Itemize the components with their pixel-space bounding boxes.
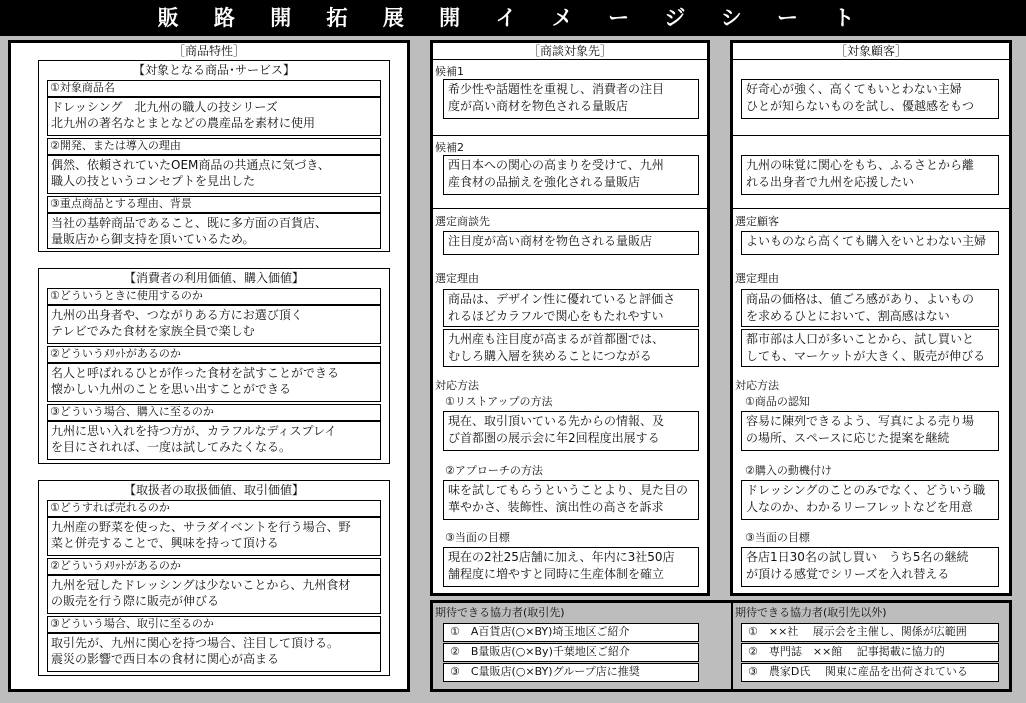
candidate-2-label: 候補2 bbox=[435, 141, 464, 154]
question-label: ①対象商品名 bbox=[47, 80, 381, 97]
cooperator-row: ③ 農家D氏 関東に産品を出荷されている bbox=[741, 663, 999, 682]
divider bbox=[733, 208, 1009, 209]
method-2-box: ドレッシングのことのみでなく、どういう職 人なのか、わかるリーフレットなどを用意 bbox=[741, 480, 999, 520]
cooperators-others bbox=[731, 603, 1009, 689]
reason-box-1: 商品は、デザイン性に優れていると評価さ れるほどカラフルで関心をもたれやすい bbox=[443, 289, 699, 327]
method-3-label: ③当面の目標 bbox=[745, 531, 810, 544]
method-1-box: 現在、取引頂いている先からの情報、及 び首都圏の展示会に年2回程度出展する bbox=[443, 411, 699, 451]
reason-box-2: 都市部は人口が多いことから、試し買いと しても、マーケットが大きく、販売が伸びる bbox=[741, 329, 999, 367]
answer-box: 九州の出身者や、つながりある方にお選び頂く テレビでみた食材を家族全員で楽しむ bbox=[47, 305, 381, 344]
question-label: ②どういうﾒﾘｯﾄがあるのか bbox=[47, 558, 381, 575]
question-label: ②どういうﾒﾘｯﾄがあるのか bbox=[47, 346, 381, 363]
product-group bbox=[38, 60, 390, 252]
answer-box: 取引先が、九州に関心を持つ場合、注目して頂ける。 震災の影響で西日本の食材に関心が高まる bbox=[47, 633, 381, 672]
answer-box: ドレッシング 北九州の職人の技シリーズ 北九州の著名なとまとなどの農産品を素材に使用 bbox=[47, 97, 381, 136]
handler-value-group bbox=[38, 480, 390, 676]
method-2-label: ②アプローチの方法 bbox=[445, 464, 543, 477]
answer-box: 九州に思い入れを持つ方が、カラフルなディスプレイ を目にされれば、一度は試してみたくなる。 bbox=[47, 421, 381, 460]
method-1-box: 容易に陳列できるよう、写真による売り場 の場所、スペースに応じた提案を継続 bbox=[741, 411, 999, 451]
question-label: ③重点商品とする理由、背景 bbox=[47, 196, 381, 213]
target-customer-panel bbox=[730, 40, 1012, 596]
cooperator-row: ② B量販店(○×By)千葉地区ご紹介 bbox=[443, 643, 699, 662]
cooperators-panel bbox=[430, 600, 1012, 692]
group-title: 【消費者の利用価値、購入価値】 bbox=[123, 271, 304, 285]
method-3-box: 現在の2社25店舗に加え、年内に3社50店 舗程度に増やすと同時に生産体制を確立 bbox=[443, 547, 699, 587]
question-label: ①どうすれば売れるのか bbox=[47, 500, 381, 517]
method-1-label: ①リストアップの方法 bbox=[445, 395, 553, 408]
candidate-1-box: 希少性や話題性を重視し、消費者の注目 度が高い商材を物色される量販店 bbox=[443, 79, 699, 119]
group-title: 【取扱者の取扱価値、取引価値】 bbox=[123, 483, 304, 497]
cooperator-row: ② 専門誌 ××館 記事掲載に協力的 bbox=[741, 643, 999, 662]
method-2-box: 味を試してもらうということより、見た目の 華やかさ、装飾性、演出性の高さを訴求 bbox=[443, 480, 699, 520]
cooperators-others-title: 期待できる協力者(取引先以外) bbox=[735, 606, 887, 619]
selected-label: 選定顧客 bbox=[735, 215, 779, 228]
consumer-value-group bbox=[38, 268, 390, 464]
method-label: 対応方法 bbox=[735, 379, 779, 392]
answer-box: 名人と呼ばれるひとが作った食材を試すことができる 懐かしい九州のことを思い出すことができる bbox=[47, 363, 381, 402]
method-1-label: ①商品の認知 bbox=[745, 395, 810, 408]
answer-box: 九州産の野菜を使った、サラダイベントを行う場合、野 菜と併売することで、興味を持って頂ける bbox=[47, 517, 381, 556]
reason-label: 選定理由 bbox=[735, 272, 779, 285]
selected-box: 注目度が高い商材を物色される量販店 bbox=[443, 231, 699, 255]
panel-heading: ［商品特性］ bbox=[172, 44, 245, 58]
reason-label: 選定理由 bbox=[435, 272, 479, 285]
group-title: 【対象となる商品･サービス】 bbox=[132, 63, 295, 77]
cooperator-row: ③ C量販店(○×BY)グループ店に推奨 bbox=[443, 663, 699, 682]
divider bbox=[433, 208, 707, 209]
cooperators-clients bbox=[433, 603, 711, 689]
cooperator-row: ① A百貨店(○×BY)埼玉地区ご紹介 bbox=[443, 623, 699, 642]
candidate-2-box: 西日本への関心の高まりを受けて、九州 産食材の品揃えを強化される量販店 bbox=[443, 155, 699, 195]
method-label: 対応方法 bbox=[435, 379, 479, 392]
page-title: 販 路 開 拓 展 開 イ メ ー ジ シ ー ト bbox=[0, 0, 1026, 36]
reason-box-2: 九州産も注目度が高まるが首都圏では、 むしろ購入層を狭めることにつながる bbox=[443, 329, 699, 367]
question-label: ③どういう場合、購入に至るのか bbox=[47, 404, 381, 421]
selected-label: 選定商談先 bbox=[435, 215, 490, 228]
question-label: ①どういうときに使用するのか bbox=[47, 288, 381, 305]
panel-heading: ［対象顧客］ bbox=[733, 43, 1009, 60]
panel-heading: ［商談対象先］ bbox=[433, 43, 707, 60]
answer-box: 九州を冠したドレッシングは少ないことから、九州食材 の販売を行う際に販売が伸びる bbox=[47, 575, 381, 614]
business-target-panel bbox=[430, 40, 710, 596]
candidate-2-box: 九州の味覚に関心をもち、ふるさとから離 れる出身者で九州を応援したい bbox=[741, 155, 999, 195]
cooperators-clients-title: 期待できる協力者(取引先) bbox=[435, 606, 565, 619]
cooperator-row: ① ××社 展示会を主催し、関係が広範囲 bbox=[741, 623, 999, 642]
question-label: ②開発、または導入の理由 bbox=[47, 138, 381, 155]
divider bbox=[733, 135, 1009, 136]
question-label: ③どういう場合、取引に至るのか bbox=[47, 616, 381, 633]
answer-box: 当社の基幹商品であること、既に多方面の百貨店、 量販店から御支持を頂いているため。 bbox=[47, 213, 381, 249]
method-3-box: 各店1日30名の試し買い うち5名の継続 が頂ける感覚でシリーズを入れ替える bbox=[741, 547, 999, 587]
selected-box: よいものなら高くても購入をいとわない主婦 bbox=[741, 231, 999, 255]
divider bbox=[433, 135, 707, 136]
answer-box: 偶然、依頼されていたOEM商品の共通点に気づき、 職人の技というコンセプトを見出した bbox=[47, 155, 381, 194]
method-3-label: ③当面の目標 bbox=[445, 531, 510, 544]
product-characteristics-panel bbox=[8, 40, 410, 692]
reason-box-1: 商品の価格は、値ごろ感があり、よいもの を求めるひとにおいて、割高感はない bbox=[741, 289, 999, 327]
candidate-1-box: 好奇心が強く、高くてもいとわない主婦 ひとが知らないものを試し、優越感をもつ bbox=[741, 79, 999, 119]
candidate-1-label: 候補1 bbox=[435, 65, 464, 78]
method-2-label: ②購入の動機付け bbox=[745, 464, 832, 477]
